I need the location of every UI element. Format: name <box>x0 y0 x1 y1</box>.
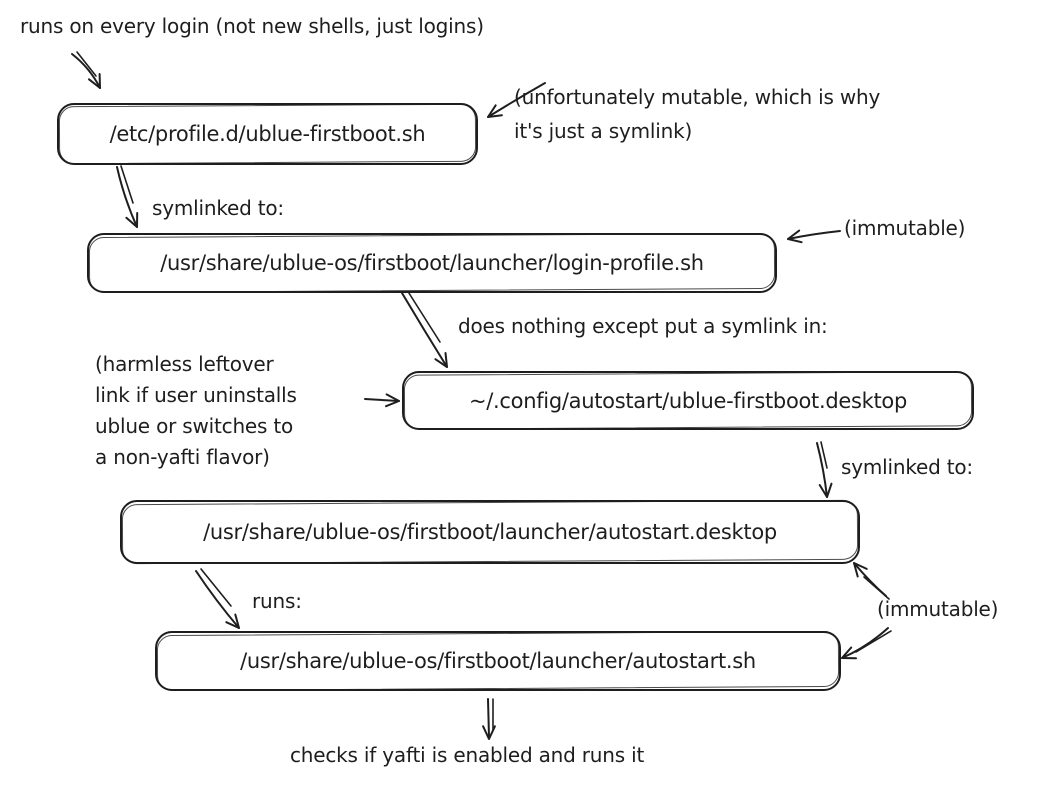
note-harmless-leftover-line-1: (harmless leftover <box>95 352 274 376</box>
arrow-autostart-sh-to-bottom-note <box>483 699 495 739</box>
label-immutable-1: (immutable) <box>844 216 966 240</box>
arrow-login-profile-to-autostart-symlink <box>402 290 447 367</box>
node-autostart-desktop <box>120 500 860 564</box>
node-login-profile-script <box>87 233 777 293</box>
note-harmless-leftover-link <box>95 349 297 473</box>
node-autostart-script <box>155 631 841 691</box>
note-does-nothing-except-symlink: does nothing except put a symlink in: <box>458 314 828 338</box>
arrow-autostart-symlink-to-autostart-desktop <box>817 442 832 497</box>
node-etc-profile-script <box>57 103 478 165</box>
arrow-immutable-to-autostart-sh <box>842 628 891 658</box>
arrow-autostart-desktop-to-autostart-sh <box>196 569 239 628</box>
label-symlinked-to-2: symlinked to: <box>841 455 973 479</box>
node-autostart-desktop-path: /usr/share/ublue-os/firstboot/launcher/autostart.desktop <box>203 520 777 544</box>
node-etc-profile-script-path: /etc/profile.d/ublue-firstboot.sh <box>109 122 426 146</box>
note-runs-on-every-login: runs on every login (not new shells, just logins) <box>20 14 484 38</box>
note-harmless-leftover-line-2: link if user uninstalls <box>95 383 297 407</box>
label-symlinked-to-1: symlinked to: <box>152 196 284 220</box>
node-autostart-script-path: /usr/share/ublue-os/firstboot/launcher/autostart.sh <box>240 649 756 673</box>
note-unfortunately-mutable-line-1: (unfortunately mutable, which is why <box>514 85 881 109</box>
label-immutable-2: (immutable) <box>877 597 999 621</box>
label-runs: runs: <box>252 589 302 613</box>
note-harmless-leftover-line-3: ublue or switches to <box>95 414 294 438</box>
node-autostart-symlink <box>402 371 974 430</box>
arrow-etc-profile-to-login-profile <box>117 166 137 227</box>
note-harmless-leftover-line-4: a non-yafti flavor) <box>95 445 270 469</box>
arrow-login-note-to-etc-profile <box>72 52 100 88</box>
node-login-profile-script-path: /usr/share/ublue-os/firstboot/launcher/login-profile.sh <box>160 251 704 275</box>
node-autostart-symlink-path: ~/.config/autostart/ublue-firstboot.desktop <box>468 388 908 413</box>
arrow-immutable-to-login-profile <box>788 231 840 243</box>
note-checks-if-yafti-enabled: checks if yafti is enabled and runs it <box>290 743 645 767</box>
arrow-leftover-note-to-autostart-symlink <box>365 394 399 406</box>
note-unfortunately-mutable-line-2: it's just a symlink) <box>514 119 693 143</box>
arrow-immutable-to-autostart-desktop <box>854 563 889 599</box>
note-unfortunately-mutable <box>514 80 880 148</box>
